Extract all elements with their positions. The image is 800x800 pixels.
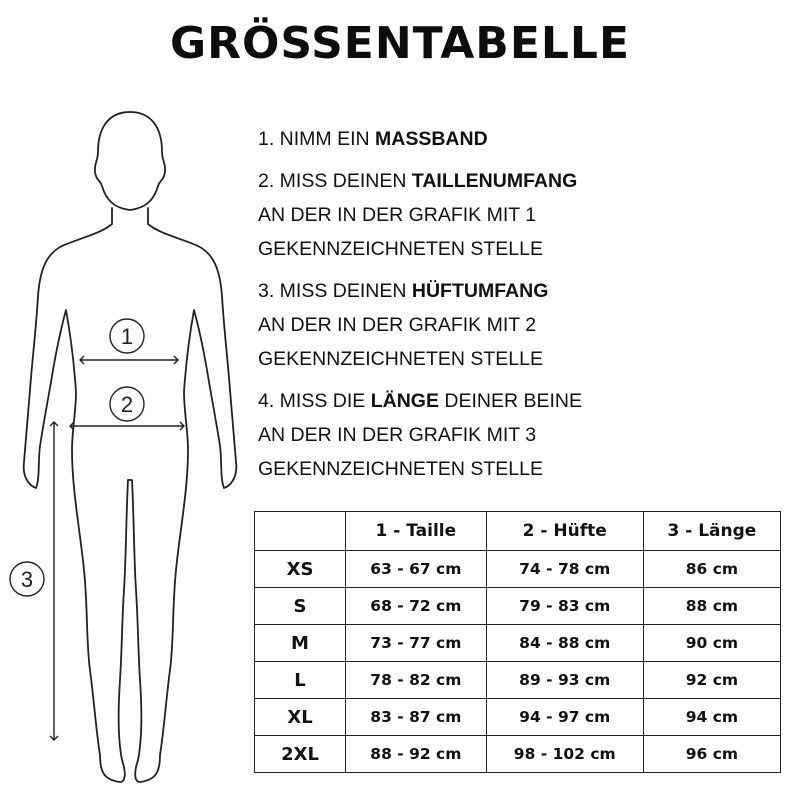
hip-cell: 84 - 88 cm (486, 625, 643, 662)
length-cell: 92 cm (643, 662, 780, 699)
page-title: GRÖSSENTABELLE (169, 18, 631, 69)
step-line: 4. MISS DIE LÄNGE DEINER BEINE (258, 390, 582, 412)
length-measure-marker (10, 422, 58, 740)
waist-cell: 63 - 67 cm (346, 551, 487, 588)
size-label: XL (255, 699, 346, 736)
size-label: S (255, 588, 346, 625)
waist-cell: 88 - 92 cm (346, 736, 487, 773)
hip-cell: 89 - 93 cm (486, 662, 643, 699)
waist-cell: 83 - 87 cm (346, 699, 487, 736)
waist-cell: 68 - 72 cm (346, 588, 487, 625)
waist-cell: 78 - 82 cm (346, 662, 487, 699)
hip-cell: 74 - 78 cm (486, 551, 643, 588)
length-cell: 94 cm (643, 699, 780, 736)
table-row (255, 625, 781, 662)
step-line: GEKENNZEICHNETEN STELLE (258, 238, 543, 260)
body-outline-figure (0, 100, 260, 800)
table-row (255, 551, 781, 588)
marker-one-label: 1 (120, 324, 134, 349)
table-row (255, 699, 781, 736)
hip-cell: 79 - 83 cm (486, 588, 643, 625)
length-cell: 86 cm (643, 551, 780, 588)
waist-cell: 73 - 77 cm (346, 625, 487, 662)
step-1 (258, 122, 798, 156)
step-line: AN DER IN DER GRAFIK MIT 1 (258, 204, 537, 226)
step-line: GEKENNZEICHNETEN STELLE (258, 348, 543, 370)
step-line: 3. MISS DEINEN HÜFTUMFANG (258, 280, 549, 302)
column-header-empty (255, 512, 346, 551)
hip-cell: 94 - 97 cm (486, 699, 643, 736)
size-label: XS (255, 551, 346, 588)
step-line: AN DER IN DER GRAFIK MIT 2 (258, 314, 537, 336)
column-header-waist: 1 - Taille (346, 512, 487, 551)
marker-three-label: 3 (20, 567, 34, 592)
body-right-outline (128, 208, 236, 782)
size-table (254, 511, 781, 773)
body-left-outline (24, 208, 128, 782)
hip-cell: 98 - 102 cm (486, 736, 643, 773)
step-4 (258, 384, 798, 486)
step-3 (258, 274, 798, 376)
length-cell: 88 cm (643, 588, 780, 625)
step-line: GEKENNZEICHNETEN STELLE (258, 458, 543, 480)
column-header-length: 3 - Länge (643, 512, 780, 551)
length-cell: 96 cm (643, 736, 780, 773)
table-row (255, 662, 781, 699)
size-label: 2XL (255, 736, 346, 773)
table-row (255, 736, 781, 773)
step-line: 1. NIMM EIN MASSBAND (258, 128, 488, 150)
head-outline (95, 112, 165, 210)
step-2 (258, 164, 798, 266)
table-header-row (255, 512, 781, 551)
column-header-hip: 2 - Hüfte (486, 512, 643, 551)
size-label: L (255, 662, 346, 699)
instructions (258, 122, 798, 494)
length-cell: 90 cm (643, 625, 780, 662)
table-row (255, 588, 781, 625)
marker-two-label: 2 (120, 392, 134, 417)
step-line: 2. MISS DEINEN TAILLENUMFANG (258, 170, 578, 192)
step-line: AN DER IN DER GRAFIK MIT 3 (258, 424, 537, 446)
size-label: M (255, 625, 346, 662)
